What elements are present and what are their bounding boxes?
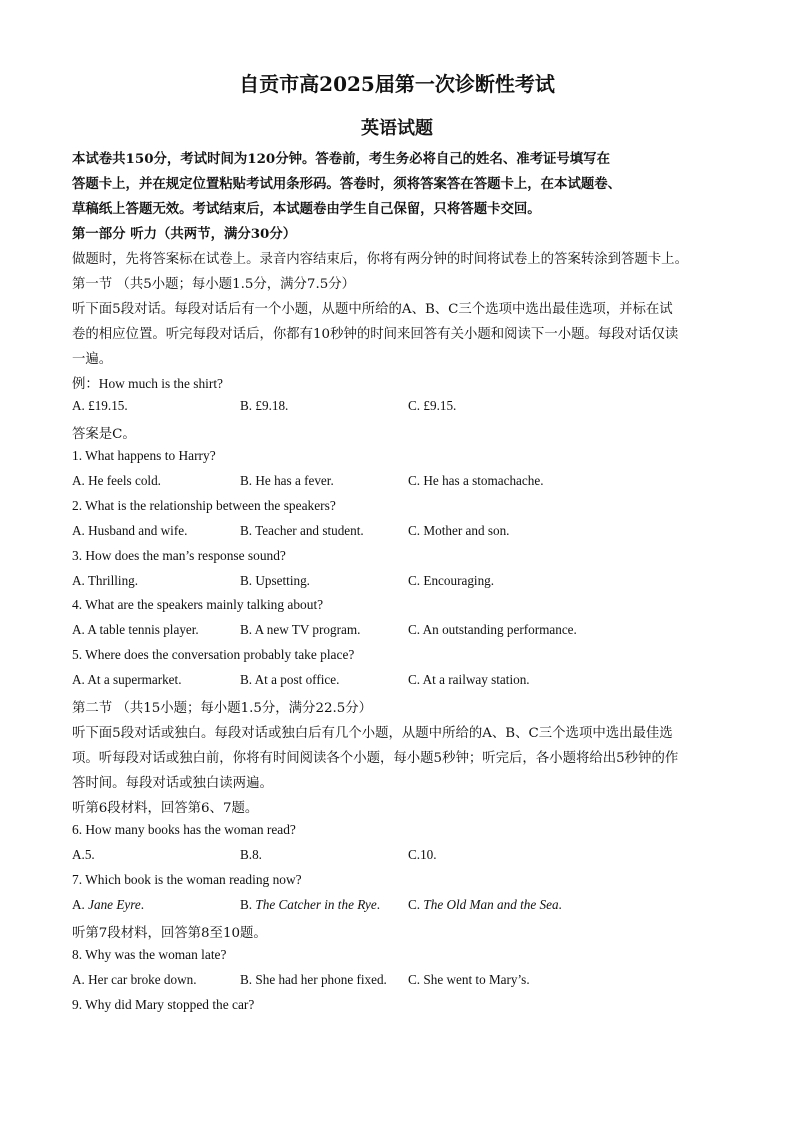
option-a: A. Thrilling. (72, 573, 139, 588)
option-b: B. A new TV program. (240, 622, 361, 637)
section2-heading: 第二节 （共15小题；每小题1.5分，满分22.5分） (72, 701, 373, 716)
intro-line: 本试卷共150分，考试时间为120分钟。答卷前，考生务必将自己的姓名、准考证号填写在 (72, 151, 610, 167)
option-b: B. She had her phone fixed. (240, 972, 387, 987)
option-a: A. At a supermarket. (72, 672, 182, 687)
option-c: C. An outstanding performance. (408, 622, 577, 637)
option-b: B. The Catcher in the Rye. (240, 897, 381, 912)
part1-instruction: 做题时，先将答案标在试卷上。录音内容结束后，你将有两分钟的时间将试卷上的答案转涂到答题卡上。 (72, 252, 688, 267)
question: 2. What is the relationship between the speakers? (72, 498, 336, 513)
intro-line: 草稿纸上答题无效。考试结束后，本试题卷由学生自己保留，只将答题卡交回。 (72, 201, 541, 217)
section1-directions: 一遍。 (72, 352, 113, 367)
question: 3. How does the man’s response sound? (72, 548, 286, 563)
option-c: C. She went to Mary’s. (408, 972, 530, 987)
option-a: A. Jane Eyre. (72, 897, 145, 912)
option-c: C.10. (408, 847, 437, 862)
part1-heading: 第一部分 听力（共两节，满分30分） (72, 226, 297, 242)
option-b: B. He has a fever. (240, 473, 334, 488)
question: 8. Why was the woman late? (72, 947, 227, 962)
option-b: B.8. (240, 847, 262, 862)
example-option-a: A. £19.15. (72, 398, 128, 413)
option-a: A.5. (72, 847, 95, 862)
option-b: B. At a post office. (240, 672, 340, 687)
option-a: A. He feels cold. (72, 473, 161, 488)
book-title: Jane Eyre (88, 897, 141, 912)
example-option-b: B. £9.18. (240, 398, 289, 413)
question: 9. Why did Mary stopped the car? (72, 997, 255, 1012)
section1-directions: 卷的相应位置。听完每段对话后，你都有10秒钟的时间来回答有关小题和阅读下一小题。每段对话仅读 (72, 327, 679, 342)
intro-line: 答题卡上，并在规定位置粘贴考试用条形码。答卷时，须将答案答在答题卡上，在本试题卷、 (72, 176, 622, 192)
page-title: 自贡市高2025届第一次诊断性考试 (239, 72, 555, 96)
option-a: A. A table tennis player. (72, 622, 199, 637)
example-option-c: C. £9.15. (408, 398, 457, 413)
option-c: C. He has a stomachache. (408, 473, 544, 488)
section2-directions: 项。听每段对话或独白前，你将有时间阅读各个小题，每小题5秒钟；听完后，各小题将给出5秒钟的作 (72, 751, 679, 766)
section1-directions: 听下面5段对话。每段对话后有一个小题，从题中所给的A、B、C三个选项中选出最佳选项，并标在试 (72, 302, 673, 317)
material-heading: 听第6段材料，回答第6、7题。 (72, 801, 259, 816)
question: 4. What are the speakers mainly talking about? (72, 597, 324, 612)
question: 1. What happens to Harry? (72, 448, 216, 463)
page-subtitle: 英语试题 (361, 118, 433, 139)
option-c: C. Encouraging. (408, 573, 495, 588)
section2-directions: 答时间。每段对话或独白读两遍。 (72, 776, 273, 791)
section2-directions: 听下面5段对话或独白。每段对话或独白后有几个小题，从题中所给的A、B、C三个选项中选出最佳选 (72, 726, 673, 741)
option-b: B. Teacher and student. (240, 523, 364, 538)
option-b: B. Upsetting. (240, 573, 310, 588)
question: 5. Where does the conversation probably take place? (72, 647, 355, 662)
question: 7. Which book is the woman reading now? (72, 872, 302, 887)
option-c: C. The Old Man and the Sea. (408, 897, 562, 912)
option-a: A. Her car broke down. (72, 972, 197, 987)
section1-heading: 第一节 （共5小题；每小题1.5分，满分7.5分） (72, 277, 356, 292)
book-title: The Old Man and the Sea (423, 897, 559, 912)
material-heading: 听第7段材料，回答第8至10题。 (72, 926, 267, 941)
book-title: The Catcher in the Rye (255, 897, 377, 912)
option-c: C. At a railway station. (408, 672, 530, 687)
option-a: A. Husband and wife. (72, 523, 188, 538)
example-answer: 答案是C。 (72, 427, 136, 442)
example-question: 例：How much is the shirt? (72, 376, 223, 391)
option-c: C. Mother and son. (408, 523, 510, 538)
question: 6. How many books has the woman read? (72, 822, 296, 837)
